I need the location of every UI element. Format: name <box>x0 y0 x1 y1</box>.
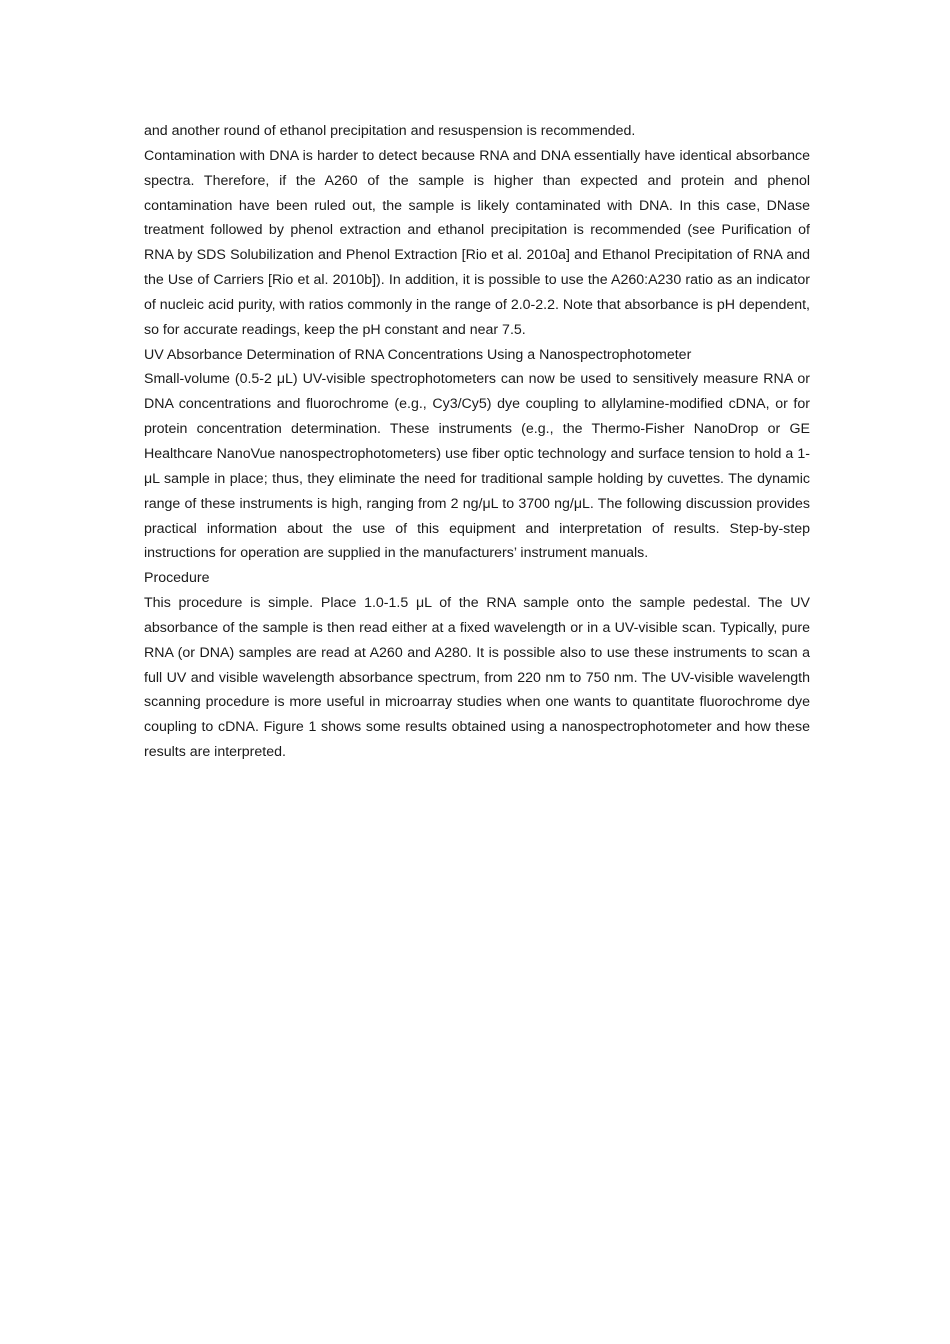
paragraph-dna-contamination: Contamination with DNA is harder to detect because RNA and DNA essentially have identical absorbance spectra. Therefore, if the A260 of the sample is higher than expected and protein and phenol contamination have been ruled out, the sample is likely contaminated with DNA. In this case, DNase treatment followed by phenol extraction and ethanol precipitation is recommended (see Purification of RNA by SDS Solubilization and Phenol Extraction [Rio et al. 2010a] and Ethanol Precipitation of RNA and the Use of Carriers [Rio et al. 2010b]). In addition, it is possible to use the A260:A230 ratio as an indicator of nucleic acid purity, with ratios commonly in the range of 2.0-2.2. Note that absorbance is pH dependent, so for accurate readings, keep the pH constant and near 7.5. <box>144 147 810 338</box>
paragraph-ethanol-precipitation: and another round of ethanol precipitation and resuspension is recommended. <box>144 123 636 139</box>
section-heading-procedure: Procedure <box>144 570 210 587</box>
paragraph-procedure: This procedure is simple. Place 1.0-1.5 μL of the RNA sample onto the sample pedestal. The UV absorbance of the sample is then read either at a fixed wavelength or in a UV-visible scan. Typically, pure RNA (or DNA) samples are read at A260 and A280. It is possible also to use these instruments to scan a full UV and visible wavelength absorbance spectrum, from 220 nm to 750 nm. The UV-visible wavelength scanning procedure is more useful in microarray studies when one wants to quantitate fluorochrome dye coupling to cDNA. Figure 1 shows some results obtained using a nanospectrophotometer and how these results are interpreted. <box>144 595 810 761</box>
document-page <box>144 119 810 765</box>
section-heading-uv-absorbance: UV Absorbance Determination of RNA Concentrations Using a Nanospectrophotometer <box>144 346 692 363</box>
paragraph-small-volume-spectrophotometers: Small-volume (0.5-2 μL) UV-visible spectrophotometers can now be used to sensitively measure RNA or DNA concentrations and fluorochrome (e.g., Cy3/Cy5) dye coupling to allylamine-modified cDNA, or for protein concentration determination. These instruments (e.g., the Thermo-Fisher NanoDrop or GE Healthcare NanoVue nanospectrophotometers) use fiber optic technology and surface tension to hold a 1-μL sample in place; thus, they eliminate the need for traditional sample holding by cuvettes. The dynamic range of these instruments is high, ranging from 2 ng/μL to 3700 ng/μL. The following discussion provides practical information about the use of this equipment and interpretation of results. Step-by-step instructions for operation are supplied in the manufacturers’ instrument manuals. <box>144 371 810 562</box>
